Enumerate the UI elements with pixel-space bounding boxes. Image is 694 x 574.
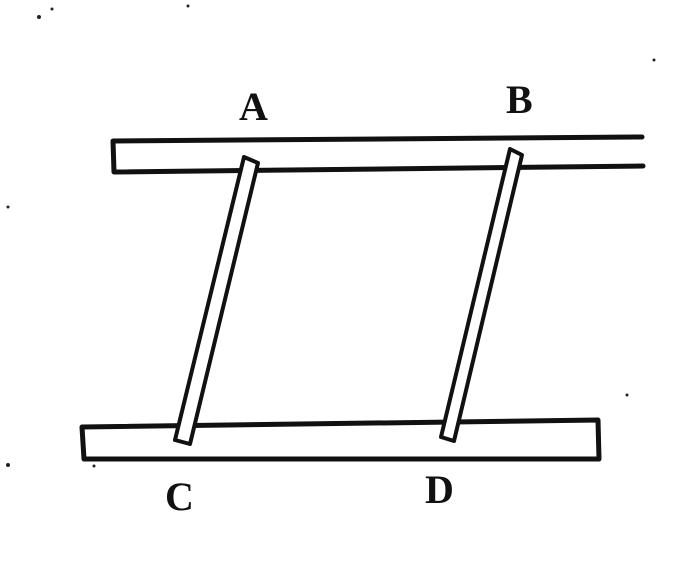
bottom-bar xyxy=(82,420,599,459)
print-specks xyxy=(6,5,656,468)
label-b: B xyxy=(506,77,533,122)
label-d: D xyxy=(425,467,454,512)
rod-a-c xyxy=(175,157,258,444)
rod-b-d xyxy=(441,149,522,441)
label-a: A xyxy=(239,84,268,129)
top-bar xyxy=(113,137,643,172)
label-c: C xyxy=(165,474,194,519)
